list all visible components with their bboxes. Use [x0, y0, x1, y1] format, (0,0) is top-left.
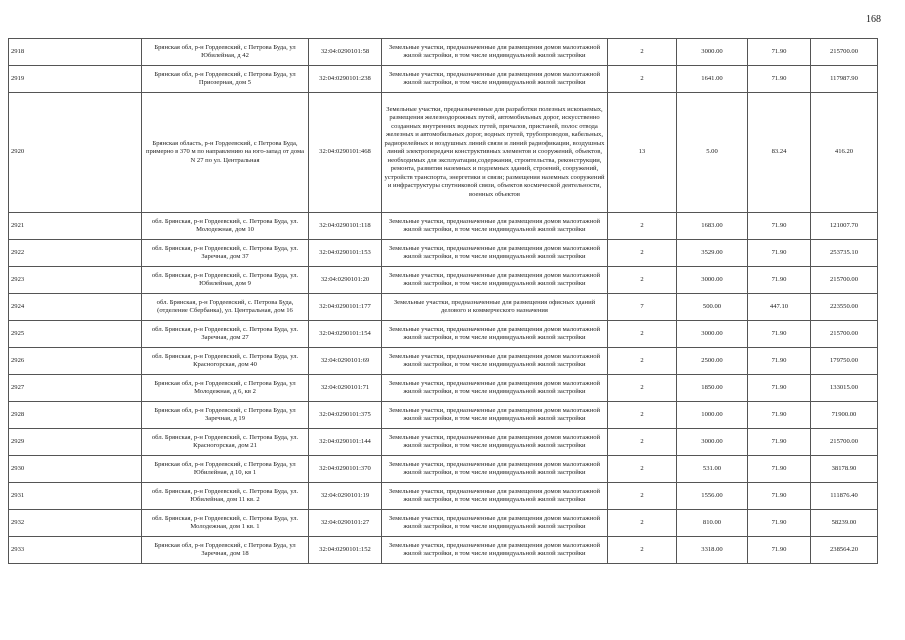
rate-cell: 71.90 [748, 213, 811, 240]
area-cell: 3000.00 [677, 267, 748, 294]
rate-cell: 71.90 [748, 483, 811, 510]
land-use-cell: Земельные участки, предназначенные для размещения домов малоэтажной жилой застройки, в том числе индивидуальной жилой застройки [382, 429, 608, 456]
table-row [9, 321, 878, 348]
land-use-cell: Земельные участки, предназначенные для размещения домов малоэтажной жилой застройки, в том числе индивидуальной жилой застройки [382, 66, 608, 93]
table-row [9, 456, 878, 483]
code-cell: 2 [608, 537, 677, 564]
rate-cell: 71.90 [748, 66, 811, 93]
code-cell: 2 [608, 66, 677, 93]
table-row [9, 213, 878, 240]
row-number: 2933 [9, 537, 142, 564]
land-use-cell: Земельные участки, предназначенные для размещения домов малоэтажной жилой застройки, в том числе индивидуальной жилой застройки [382, 510, 608, 537]
table-row [9, 240, 878, 267]
code-cell: 13 [608, 93, 677, 213]
table-row [9, 66, 878, 93]
area-cell: 531.00 [677, 456, 748, 483]
rate-cell: 71.90 [748, 375, 811, 402]
code-cell: 2 [608, 375, 677, 402]
area-cell: 810.00 [677, 510, 748, 537]
code-cell: 2 [608, 510, 677, 537]
rate-cell: 71.90 [748, 39, 811, 66]
code-cell: 2 [608, 213, 677, 240]
table-row [9, 483, 878, 510]
table-row [9, 510, 878, 537]
area-cell: 1850.00 [677, 375, 748, 402]
area-cell: 3000.00 [677, 321, 748, 348]
sum-cell: 416.20 [811, 93, 878, 213]
cadastral-number-cell: 32:04:0290101:370 [309, 456, 382, 483]
cadastral-number-cell: 32:04:0290101:177 [309, 294, 382, 321]
row-number: 2920 [9, 93, 142, 213]
table-row [9, 294, 878, 321]
land-use-cell: Земельные участки, предназначенные для размещения домов малоэтажной жилой застройки, в том числе индивидуальной жилой застройки [382, 375, 608, 402]
row-number: 2922 [9, 240, 142, 267]
area-cell: 3000.00 [677, 39, 748, 66]
row-number: 2919 [9, 66, 142, 93]
land-use-cell: Земельные участки, предназначенные для размещения домов малоэтажной жилой застройки, в том числе индивидуальной жилой застройки [382, 240, 608, 267]
sum-cell: 58239.00 [811, 510, 878, 537]
row-number: 2926 [9, 348, 142, 375]
land-use-cell: Земельные участки, предназначенные для размещения домов малоэтажной жилой застройки, в том числе индивидуальной жилой застройки [382, 39, 608, 66]
sum-cell: 215700.00 [811, 39, 878, 66]
cadastral-number-cell: 32:04:0290101:152 [309, 537, 382, 564]
cadastral-number-cell: 32:04:0290101:58 [309, 39, 382, 66]
table-row [9, 429, 878, 456]
rate-cell: 71.90 [748, 348, 811, 375]
row-number: 2927 [9, 375, 142, 402]
rate-cell: 71.90 [748, 456, 811, 483]
area-cell: 500.00 [677, 294, 748, 321]
address-cell: Брянская обл, р-н Гордеевский, с Петрова Буда, ул Заречная, д 19 [142, 402, 309, 429]
sum-cell: 133015.00 [811, 375, 878, 402]
cadastral-number-cell: 32:04:0290101:71 [309, 375, 382, 402]
area-cell: 3529.00 [677, 240, 748, 267]
address-cell: обл. Брянская, р-н Гордеевский, с. Петрова Буда, ул. Молодежная, дом 10 [142, 213, 309, 240]
cadastral-number-cell: 32:04:0290101:19 [309, 483, 382, 510]
rate-cell: 71.90 [748, 321, 811, 348]
table-row [9, 402, 878, 429]
address-cell: обл. Брянская, р-н Гордеевский, с. Петрова Буда, ул. Юбилейная, дом 9 [142, 267, 309, 294]
sum-cell: 223550.00 [811, 294, 878, 321]
cadastral-number-cell: 32:04:0290101:118 [309, 213, 382, 240]
area-cell: 5.00 [677, 93, 748, 213]
cadastral-number-cell: 32:04:0290101:375 [309, 402, 382, 429]
rate-cell: 71.90 [748, 510, 811, 537]
rate-cell: 71.90 [748, 537, 811, 564]
code-cell: 2 [608, 483, 677, 510]
code-cell: 2 [608, 240, 677, 267]
land-use-cell: Земельные участки, предназначенные для размещения домов малоэтажной жилой застройки, в том числе индивидуальной жилой застройки [382, 402, 608, 429]
code-cell: 2 [608, 429, 677, 456]
sum-cell: 215700.00 [811, 321, 878, 348]
code-cell: 2 [608, 267, 677, 294]
address-cell: обл. Брянская, р-н Гордеевский, с. Петрова Буда, ул. Юбилейная, дом 11 кв. 2 [142, 483, 309, 510]
address-cell: обл. Брянская, р-н Гордеевский, с. Петрова Буда, ул. Молодежная, дом 1 кв. 1 [142, 510, 309, 537]
cadastral-number-cell: 32:04:0290101:144 [309, 429, 382, 456]
land-use-cell: Земельные участки, предназначенные для разработки полезных ископаемых, размещения железнодорожных путей, автомобильных дорог, искусственно созданных внутренних водных путей, причалов, пристаней, полос отвода железных и автомобильных дорог, водных путей, трубопроводов, кабельных, радиорелейных и воздушных линий связи и линий радиофикации, воздушных линий электропередачи конструктивных элементов и сооружений, объектов, необходимых для эксплуатации,содержания, строительства, реконструкции, ремонта, развития наземных и подземных зданий, строений, сооружений, устройств транспорта, энергетики и связи; размещения наземных сооружений и инфраструктуры спутниковой связи, объектов космической деятельности, военных объектов [382, 93, 608, 213]
code-cell: 2 [608, 348, 677, 375]
table-row [9, 348, 878, 375]
row-number: 2930 [9, 456, 142, 483]
address-cell: Брянская обл, р-н Гордеевский, с Петрова Буда, ул Заречная, дом 18 [142, 537, 309, 564]
sum-cell: 215700.00 [811, 429, 878, 456]
row-number: 2923 [9, 267, 142, 294]
land-use-cell: Земельные участки, предназначенные для размещения офисных зданий делового и коммерческого назначения [382, 294, 608, 321]
table-row [9, 39, 878, 66]
area-cell: 2500.00 [677, 348, 748, 375]
sum-cell: 71900.00 [811, 402, 878, 429]
cadastral-number-cell: 32:04:0290101:69 [309, 348, 382, 375]
cadastral-number-cell: 32:04:0290101:468 [309, 93, 382, 213]
land-use-cell: Земельные участки, предназначенные для размещения домов малоэтажной жилой застройки, в том числе индивидуальной жилой застройки [382, 321, 608, 348]
land-use-cell: Земельные участки, предназначенные для размещения домов малоэтажной жилой застройки, в том числе индивидуальной жилой застройки [382, 483, 608, 510]
address-cell: Брянская обл, р-н Гордеевский, с Петрова Буда, ул Приозерная, дом 5 [142, 66, 309, 93]
address-cell: обл. Брянская, р-н Гордеевский, с. Петрова Буда, ул. Заречная, дом 37 [142, 240, 309, 267]
table-row [9, 267, 878, 294]
land-use-cell: Земельные участки, предназначенные для размещения домов малоэтажной жилой застройки, в том числе индивидуальной жилой застройки [382, 456, 608, 483]
sum-cell: 121007.70 [811, 213, 878, 240]
row-number: 2924 [9, 294, 142, 321]
row-number: 2929 [9, 429, 142, 456]
land-use-cell: Земельные участки, предназначенные для размещения домов малоэтажной жилой застройки, в том числе индивидуальной жилой застройки [382, 267, 608, 294]
code-cell: 2 [608, 321, 677, 348]
sum-cell: 111876.40 [811, 483, 878, 510]
sum-cell: 238564.20 [811, 537, 878, 564]
area-cell: 1000.00 [677, 402, 748, 429]
row-number: 2932 [9, 510, 142, 537]
table-row [9, 93, 878, 213]
row-number: 2928 [9, 402, 142, 429]
sum-cell: 253735.10 [811, 240, 878, 267]
address-cell: Брянская обл, р-н Гордеевский, с Петрова Буда, ул Юбилейная, д 42 [142, 39, 309, 66]
row-number: 2931 [9, 483, 142, 510]
address-cell: Брянская область, р-н Гордеевский, с Петрова Буда, примерно в 370 м по направлению на юго-запад от дома N 27 по ул. Центральная [142, 93, 309, 213]
cadastral-number-cell: 32:04:0290101:238 [309, 66, 382, 93]
sum-cell: 215700.00 [811, 267, 878, 294]
rate-cell: 447.10 [748, 294, 811, 321]
area-cell: 1556.00 [677, 483, 748, 510]
address-cell: обл. Брянская, р-н Гордеевский, с. Петрова Буда, ул. Красногорская, дом 21 [142, 429, 309, 456]
address-cell: Брянская обл, р-н Гордеевский, с Петрова Буда, ул Молодежная, д 6, кв 2 [142, 375, 309, 402]
cadastral-number-cell: 32:04:0290101:27 [309, 510, 382, 537]
area-cell: 1641.00 [677, 66, 748, 93]
sum-cell: 179750.00 [811, 348, 878, 375]
land-use-cell: Земельные участки, предназначенные для размещения домов малоэтажной жилой застройки, в том числе индивидуальной жилой застройки [382, 348, 608, 375]
rate-cell: 71.90 [748, 267, 811, 294]
row-number: 2925 [9, 321, 142, 348]
code-cell: 2 [608, 39, 677, 66]
code-cell: 2 [608, 402, 677, 429]
area-cell: 3318.00 [677, 537, 748, 564]
rate-cell: 71.90 [748, 402, 811, 429]
row-number: 2921 [9, 213, 142, 240]
code-cell: 7 [608, 294, 677, 321]
land-registry-table [8, 38, 878, 564]
row-number: 2918 [9, 39, 142, 66]
sum-cell: 117987.90 [811, 66, 878, 93]
land-use-cell: Земельные участки, предназначенные для размещения домов малоэтажной жилой застройки, в том числе индивидуальной жилой застройки [382, 537, 608, 564]
address-cell: обл. Брянская, р-н Гордеевский, с. Петрова Буда, ул. Заречная, дом 27 [142, 321, 309, 348]
rate-cell: 83.24 [748, 93, 811, 213]
cadastral-number-cell: 32:04:0290101:20 [309, 267, 382, 294]
cadastral-number-cell: 32:04:0290101:154 [309, 321, 382, 348]
address-cell: обл. Брянская, р-н Гордеевский, с. Петрова Буда, ул. Красногорская, дом 40 [142, 348, 309, 375]
land-use-cell: Земельные участки, предназначенные для размещения домов малоэтажной жилой застройки, в том числе индивидуальной жилой застройки [382, 213, 608, 240]
address-cell: обл. Брянская, р-н Гордеевский, с. Петрова Буда, (отделение Сбербанка), ул. Центральная, дом 16 [142, 294, 309, 321]
sum-cell: 38178.90 [811, 456, 878, 483]
address-cell: Брянская обл, р-н Гордеевский, с Петрова Буда, ул Юбилейная, д 10, кв 1 [142, 456, 309, 483]
rate-cell: 71.90 [748, 240, 811, 267]
page-number: 168 [866, 14, 881, 25]
area-cell: 1683.00 [677, 213, 748, 240]
code-cell: 2 [608, 456, 677, 483]
area-cell: 3000.00 [677, 429, 748, 456]
cadastral-number-cell: 32:04:0290101:153 [309, 240, 382, 267]
table-row [9, 537, 878, 564]
table-row [9, 375, 878, 402]
rate-cell: 71.90 [748, 429, 811, 456]
